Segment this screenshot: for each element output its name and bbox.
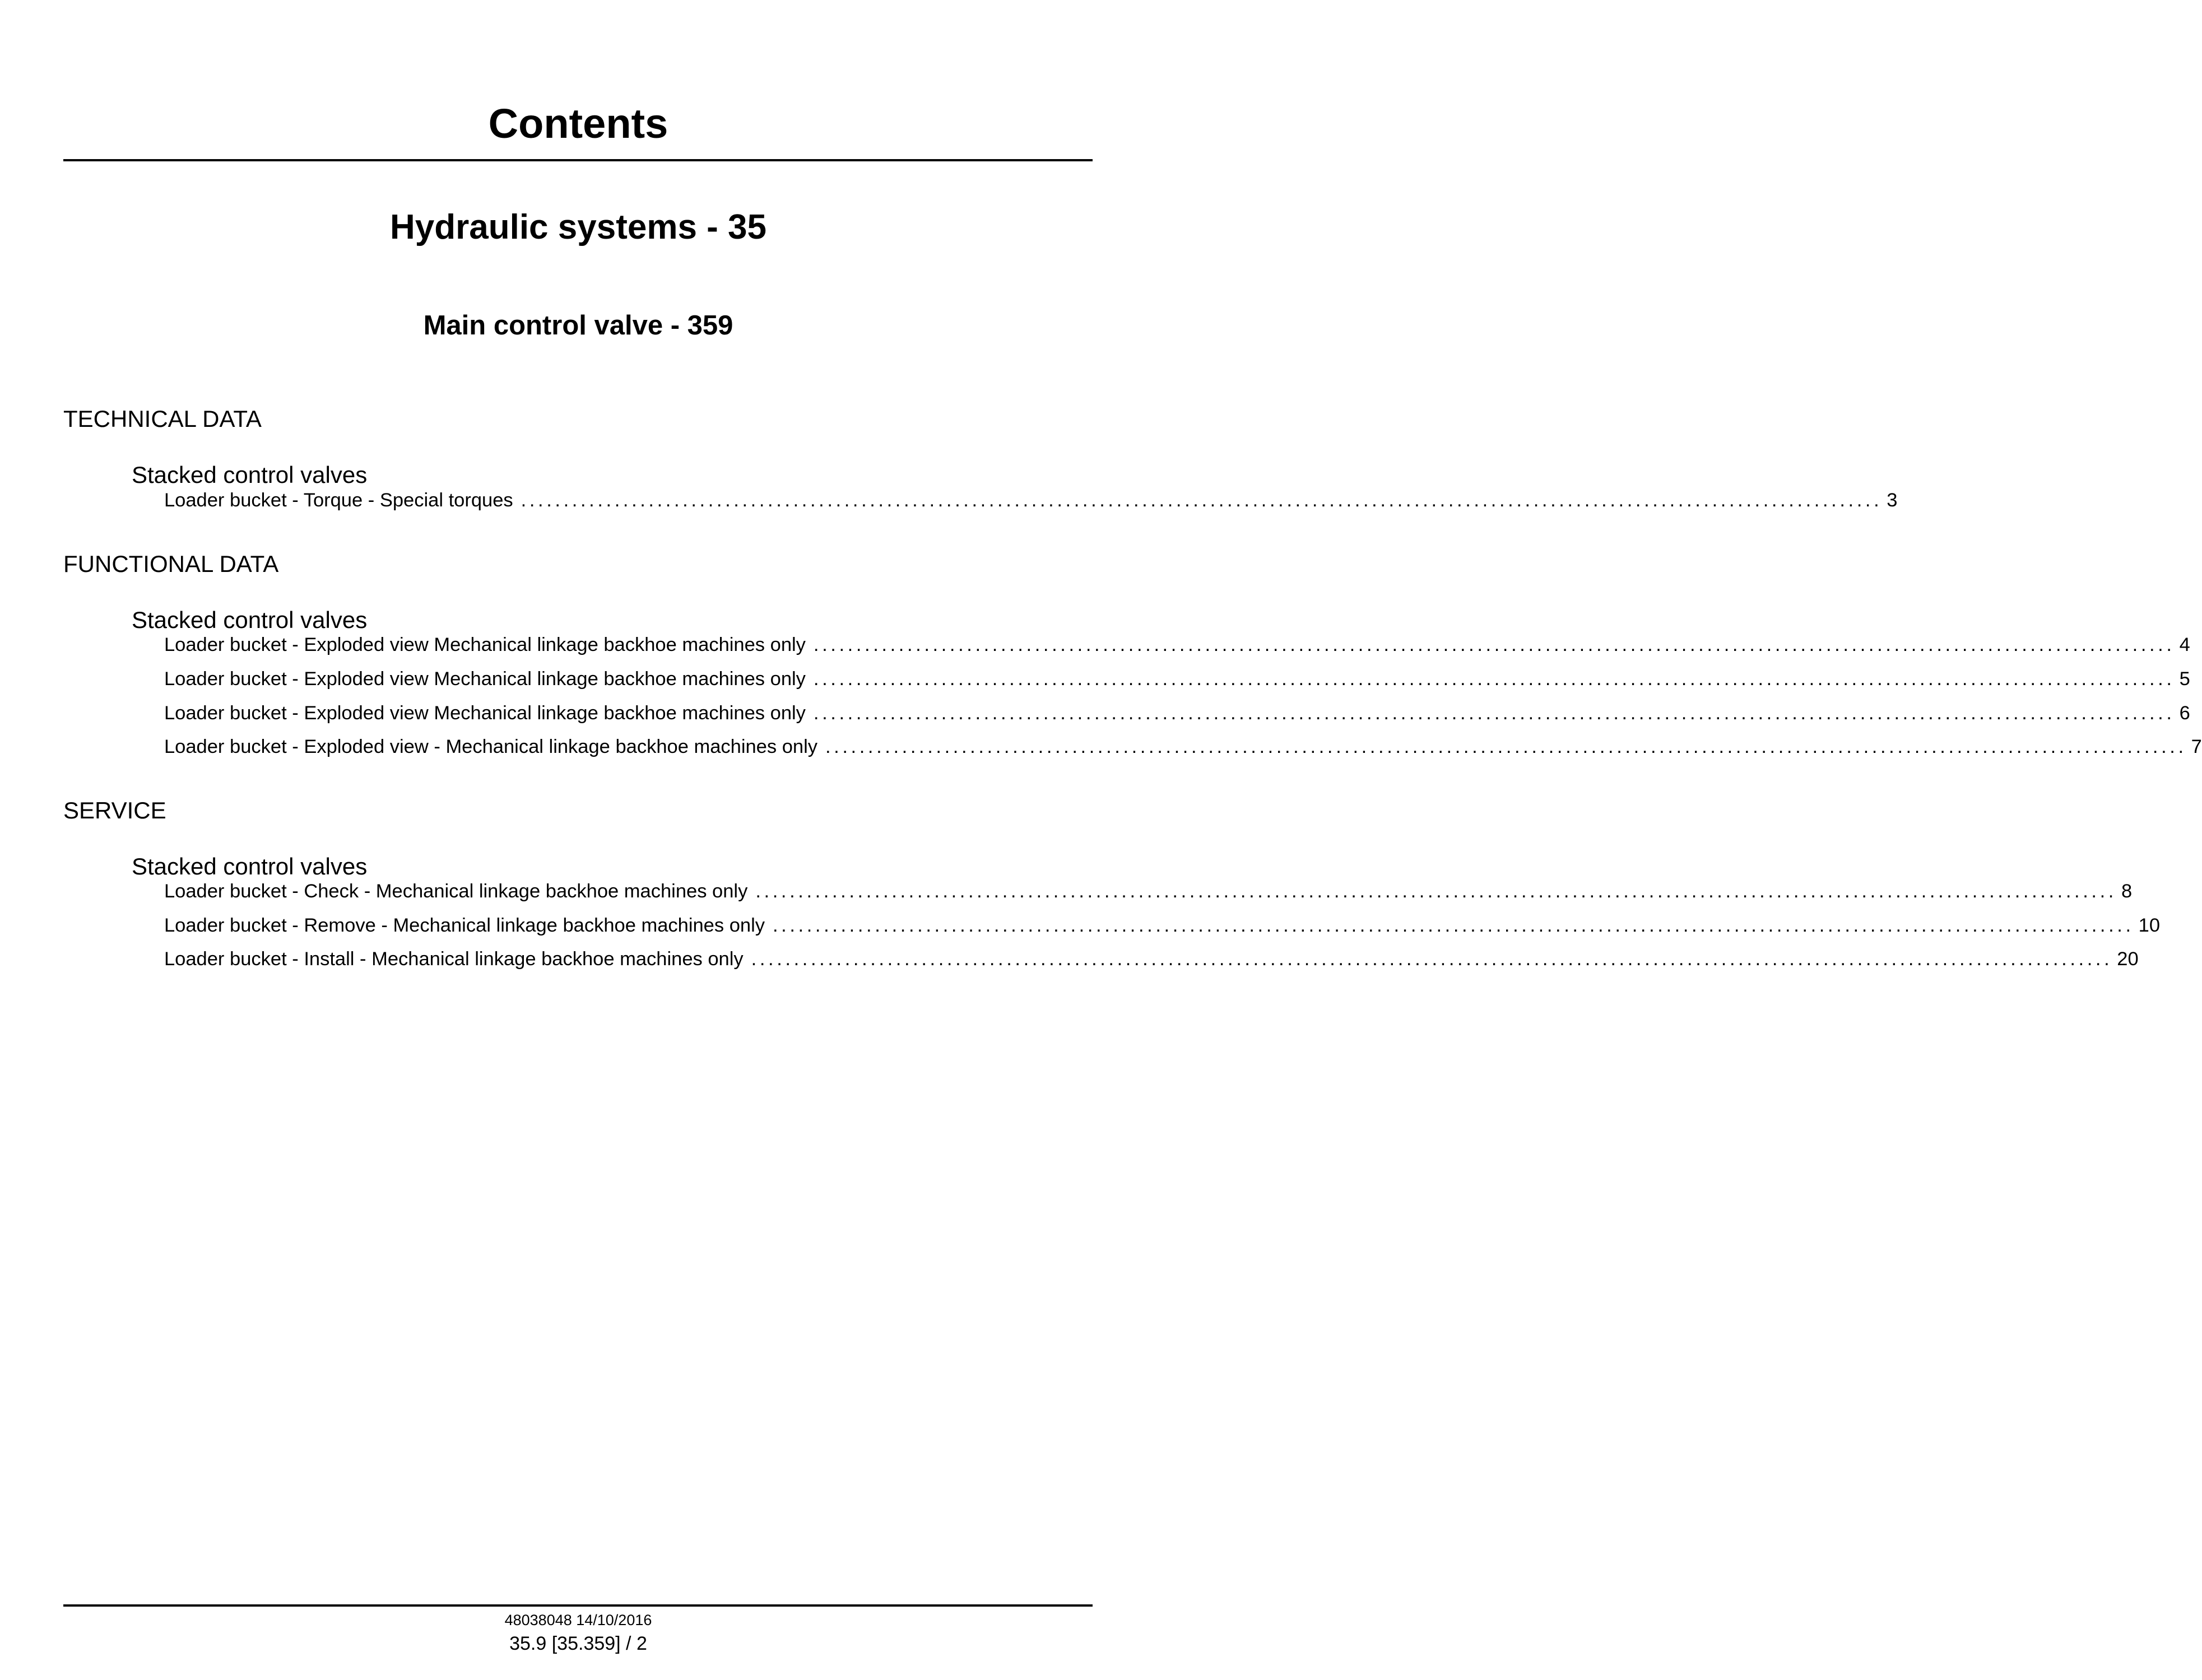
toc-entry[interactable] [164,911,2161,939]
toc-entry-page: 10 [2138,915,2161,936]
toc-entry-text: Loader bucket - Check - Mechanical linkage backhoe machines only [164,881,748,902]
toc-entry-page: 8 [2121,881,2133,902]
group-heading: Stacked control valves [132,607,368,633]
toc-entry[interactable] [164,699,2190,727]
dot-leader: ................................................................................................................................................................ [521,490,1883,511]
category-heading-service: SERVICE [63,797,166,823]
toc-entry-text: Loader bucket - Exploded view - Mechanical linkage backhoe machines only [164,736,817,757]
toc-entry[interactable] [164,733,2202,761]
toc-entry-page: 20 [2117,948,2139,970]
chapter-title: Hydraulic systems - 35 [389,208,766,246]
toc-entry-text: Loader bucket - Torque - Special torques [164,490,513,511]
footer-divider [63,1604,1093,1607]
footer-page-reference: 35.9 [35.359] / 2 [509,1633,647,1654]
category-heading-technical-data: TECHNICAL DATA [63,406,262,432]
toc-entry-page: 5 [2179,668,2190,690]
toc-entry[interactable] [164,665,2190,693]
dot-leader: ................................................................................................................................................................ [773,915,2134,936]
toc-entry-text: Loader bucket - Exploded view Mechanical linkage backhoe machines only [164,634,806,655]
dot-leader: ................................................................................................................................................................ [813,634,2175,655]
toc-entry[interactable] [164,945,2139,973]
group-heading: Stacked control valves [132,853,368,879]
toc-entry-page: 4 [2179,634,2190,655]
toc-entry-text: Loader bucket - Remove - Mechanical linkage backhoe machines only [164,915,765,936]
toc-entry-page: 7 [2191,736,2202,757]
page-title: Contents [488,100,668,147]
dot-leader: ................................................................................................................................................................ [751,948,2113,970]
group-heading: Stacked control valves [132,462,368,488]
dot-leader: ................................................................................................................................................................ [813,668,2175,690]
toc-entry-text: Loader bucket - Exploded view Mechanical linkage backhoe machines only [164,668,806,690]
toc-entry[interactable] [164,486,1898,514]
toc-entry-page: 6 [2179,702,2190,724]
category-heading-functional-data: FUNCTIONAL DATA [63,551,279,577]
section-title: Main control valve - 359 [423,310,733,341]
toc-entry[interactable] [164,877,2133,905]
toc-entry-text: Loader bucket - Exploded view Mechanical linkage backhoe machines only [164,702,806,724]
toc-entry-text: Loader bucket - Install - Mechanical linkage backhoe machines only [164,948,744,970]
dot-leader: ................................................................................................................................................................ [813,702,2175,724]
dot-leader: ................................................................................................................................................................ [825,736,2187,757]
toc-entry[interactable] [164,631,2190,659]
toc-entry-page: 3 [1887,490,1898,511]
dot-leader: ................................................................................................................................................................ [755,881,2117,902]
footer-document-code: 48038048 14/10/2016 [504,1612,652,1628]
header-divider [63,159,1093,161]
